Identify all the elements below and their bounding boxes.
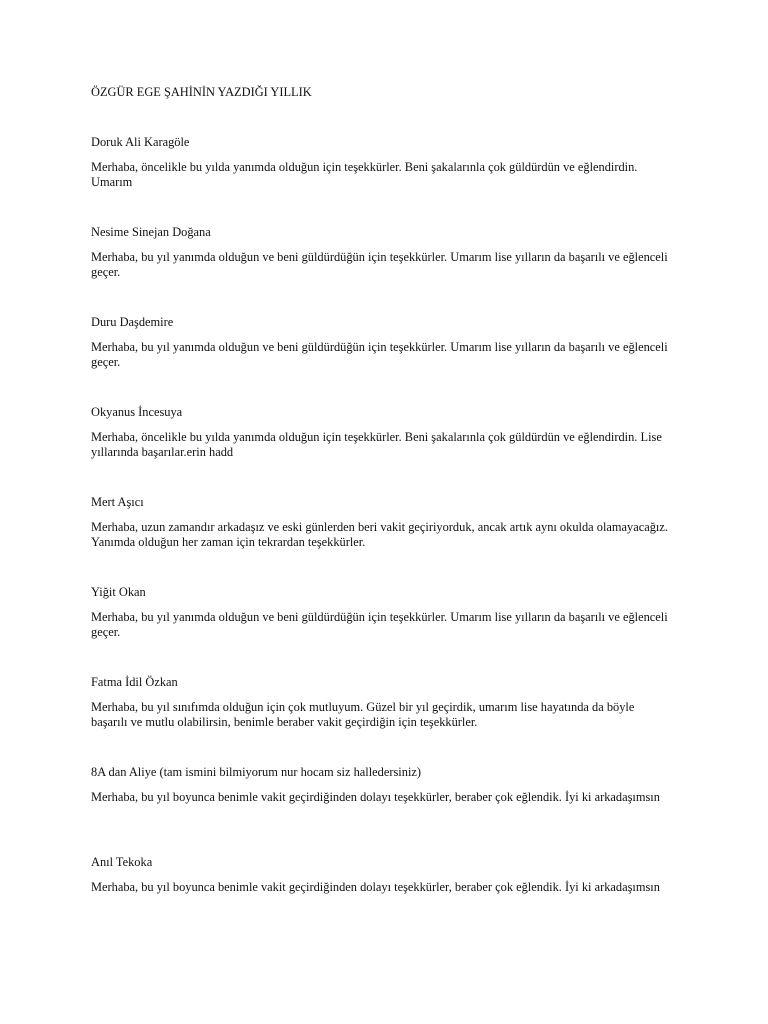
yearbook-entry	[91, 855, 671, 945]
yearbook-entry	[91, 675, 671, 765]
entry-message: Merhaba, bu yıl sınıfımda olduğun için çok mutluyum. Güzel bir yıl geçirdik, umarım lise hayatında da böyle başarılı ve mutlu olabilirsin, benimle beraber vakit geçirdiğin için teşekkürler.	[91, 700, 635, 729]
entry-recipient-name: 8A dan Aliye (tam ismini bilmiyorum nur hocam siz halledersiniz)	[91, 765, 422, 779]
entry-message: Merhaba, bu yıl yanımda olduğun ve beni güldürdüğün için teşekkürler. Umarım lise yılların da başarılı ve eğlenceli geçer.	[91, 340, 668, 369]
entry-message: Merhaba, bu yıl boyunca benimle vakit geçirdiğinden dolayı teşekkürler, beraber çok eğlendik. İyi ki arkadaşımsın	[91, 880, 660, 894]
entry-message: Merhaba, öncelikle bu yılda yanımda olduğun için teşekkürler. Beni şakalarınla çok güldürdün ve eğlendirdin. Umarım	[91, 160, 638, 189]
entry-message: Merhaba, öncelikle bu yılda yanımda olduğun için teşekkürler. Beni şakalarınla çok güldürdün ve eğlendirdin. Lise yıllarında başarılar.erin hadd	[91, 430, 662, 459]
document-page	[91, 85, 671, 945]
entry-recipient-name: Yiğit Okan	[91, 585, 146, 599]
entry-recipient-name: Anıl Tekoka	[91, 855, 153, 869]
entry-message: Merhaba, uzun zamandır arkadaşız ve eski günlerden beri vakit geçiriyorduk, ancak artık aynı okulda olamayacağız. Yanımda olduğun her zaman için tekrardan teşekkürler.	[91, 520, 668, 549]
entry-recipient-name: Mert Aşıcı	[91, 495, 144, 509]
entry-recipient-name: Fatma İdil Özkan	[91, 675, 178, 689]
yearbook-entry	[91, 135, 671, 225]
entry-message: Merhaba, bu yıl yanımda olduğun ve beni güldürdüğün için teşekkürler. Umarım lise yılların da başarılı ve eğlenceli geçer.	[91, 250, 668, 279]
yearbook-entries	[91, 135, 671, 945]
yearbook-entry	[91, 225, 671, 315]
entry-recipient-name: Okyanus İncesuya	[91, 405, 183, 419]
yearbook-entry	[91, 585, 671, 675]
entry-message: Merhaba, bu yıl yanımda olduğun ve beni güldürdüğün için teşekkürler. Umarım lise yılların da başarılı ve eğlenceli geçer.	[91, 610, 668, 639]
yearbook-entry	[91, 495, 671, 585]
yearbook-entry	[91, 315, 671, 405]
document-title: ÖZGÜR EGE ŞAHİNİN YAZDIĞI YILLIK	[91, 85, 312, 99]
yearbook-entry	[91, 765, 671, 855]
entry-recipient-name: Nesime Sinejan Doğana	[91, 225, 211, 239]
yearbook-entry	[91, 405, 671, 495]
entry-recipient-name: Doruk Ali Karagöle	[91, 135, 190, 149]
entry-message: Merhaba, bu yıl boyunca benimle vakit geçirdiğinden dolayı teşekkürler, beraber çok eğlendik. İyi ki arkadaşımsın	[91, 790, 660, 804]
entry-recipient-name: Duru Daşdemire	[91, 315, 174, 329]
